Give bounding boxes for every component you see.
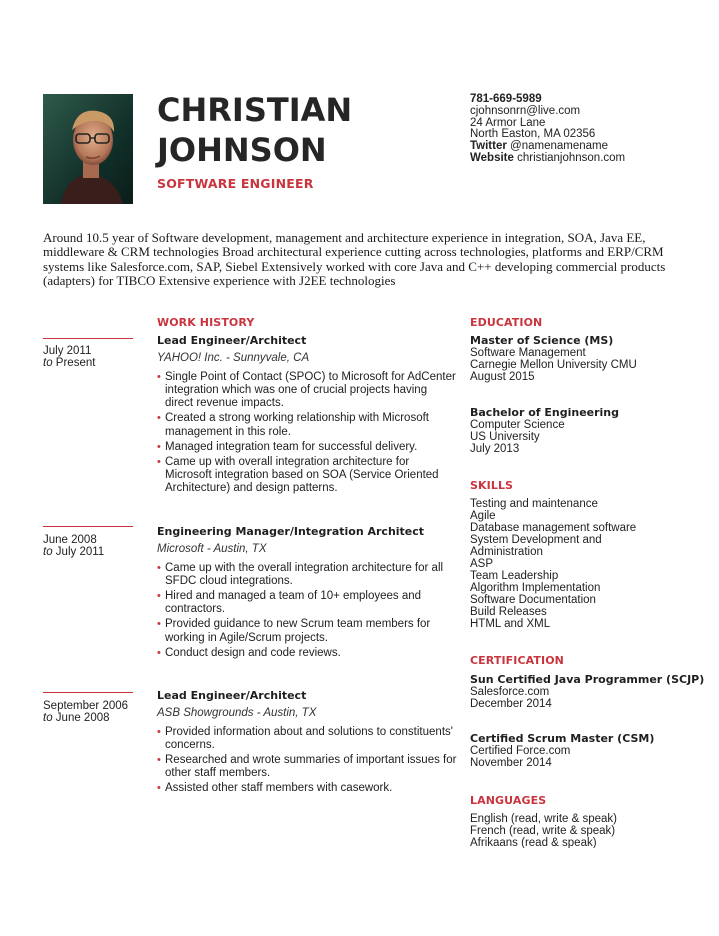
list-item: Algorithm Implementation (470, 582, 601, 594)
list-item: Administration (470, 546, 543, 558)
address-line-2: North Easton, MA 02356 (470, 128, 596, 141)
date-to-row (43, 357, 95, 369)
skills-list (470, 498, 636, 630)
address-line-1: 24 Armor Lane (470, 116, 546, 129)
date-divider (43, 526, 133, 527)
bullet-text: Researched and wrote summaries of important issues for other staff members. (165, 754, 457, 780)
to-word: to (43, 357, 53, 369)
date-from: July 2011 (43, 345, 92, 357)
job-dates (43, 700, 128, 724)
list-item (157, 562, 457, 588)
website-row (470, 153, 625, 165)
school: US University (470, 431, 540, 443)
bullet-icon: • (157, 618, 161, 631)
bullet-icon: • (157, 440, 161, 453)
bullet-icon: • (157, 754, 161, 767)
education-item (470, 406, 619, 455)
to-word: to (43, 546, 53, 558)
phone: 781-669-5989 (470, 93, 542, 105)
list-item: HTML and XML (470, 618, 551, 630)
list-item (157, 754, 457, 780)
bullet-icon: • (157, 412, 161, 425)
job-entry (157, 689, 457, 797)
certification-heading: CERTIFICATION (470, 654, 564, 667)
professional-summary: Around 10.5 year of Software development, management and architecture experience in integration, SOA, Java EE, middleware & CRM technologies Broad architectural experience cutting across technologies, platforms and ERP/CRM systems like Salesforce.com, SAP, Siebel Extensively worked with core Java and C++ developing commercial products (adapters) for TIBCO Extensive experience with J2EE technologies (43, 230, 666, 289)
bullet-icon: • (157, 590, 161, 603)
bullet-text: Came up with overall integration architecture for Microsoft integration based on SOA (Service Oriented Architecture) and design patterns. (165, 455, 439, 495)
list-item: Database management software (470, 522, 637, 534)
first-name: CHRISTIAN (157, 91, 353, 129)
twitter-handle: @namenamename (510, 140, 609, 153)
bullet-icon: • (157, 782, 161, 795)
list-item: ASP (470, 558, 494, 570)
list-item: Agile (470, 510, 496, 522)
website-url: christianjohnson.com (517, 151, 626, 164)
job-title: Lead Engineer/Architect (157, 334, 307, 347)
job-bullets (157, 562, 457, 660)
languages-list (470, 813, 617, 848)
list-item (157, 371, 457, 411)
job-title: Lead Engineer/Architect (157, 689, 307, 702)
bullet-icon: • (157, 726, 161, 738)
list-item: Afrikaans (read & speak) (470, 837, 597, 848)
job-title-header: SOFTWARE ENGINEER (157, 176, 314, 191)
date-to-row (43, 712, 128, 724)
date-from: June 2008 (43, 534, 97, 546)
job-title: Engineering Manager/Integration Architect (157, 525, 425, 538)
list-item (157, 726, 457, 752)
bullet-icon: • (157, 646, 161, 659)
bullet-icon: • (157, 371, 161, 383)
issuer: Certified Force.com (470, 745, 571, 757)
profile-photo (43, 94, 133, 204)
job-entry (157, 334, 457, 497)
list-item: Team Leadership (470, 570, 559, 582)
date-to: July 2011 (55, 546, 105, 558)
twitter-label: Twitter (470, 140, 507, 153)
certification-item (470, 673, 704, 710)
field: Software Management (470, 347, 586, 359)
date-divider (43, 338, 133, 339)
work-history-heading: WORK HISTORY (157, 316, 255, 329)
bullet-text: Provided information about and solutions to constituents' concerns. (165, 726, 453, 752)
certification-item (470, 732, 654, 769)
list-item (157, 647, 457, 660)
degree: Bachelor of Engineering (470, 406, 620, 419)
job-bullets (157, 371, 457, 495)
languages-heading: LANGUAGES (470, 794, 547, 807)
job-dates (43, 534, 104, 558)
to-word: to (43, 712, 53, 724)
bullet-text: Conduct design and code reviews. (165, 646, 341, 659)
list-item (157, 441, 457, 454)
education-item (470, 334, 637, 383)
bullet-text: Hired and managed a team of 10+ employees and contractors. (165, 590, 422, 616)
skills-heading: SKILLS (470, 479, 514, 492)
education-heading: EDUCATION (470, 316, 543, 329)
website-label: Website (470, 151, 514, 164)
list-item (157, 412, 457, 438)
list-item: Testing and maintenance (470, 498, 598, 510)
date-to: June 2008 (55, 712, 110, 724)
list-item (157, 456, 457, 496)
date-to-row (43, 546, 104, 558)
bullet-icon: • (157, 562, 161, 574)
date: December 2014 (470, 698, 552, 710)
certification-name: Sun Certified Java Programmer (SCJP) (470, 673, 705, 686)
date-to: Present (55, 357, 96, 369)
job-company: YAHOO! Inc. - Sunnyvale, CA (157, 352, 310, 364)
bullet-text: Provided guidance to new Scrum team members for working in Agile/Scrum projects. (165, 618, 431, 644)
school: Carnegie Mellon University CMU (470, 359, 637, 371)
date-from: September 2006 (43, 700, 129, 712)
certification-name: Certified Scrum Master (CSM) (470, 732, 655, 745)
list-item (157, 590, 457, 616)
list-item: System Development and (470, 534, 602, 546)
job-bullets (157, 726, 457, 796)
bullet-icon: • (157, 455, 161, 468)
date-divider (43, 692, 133, 693)
list-item: English (read, write & speak) (470, 813, 618, 825)
date: November 2014 (470, 757, 552, 769)
job-company: Microsoft - Austin, TX (157, 543, 267, 555)
bullet-text: Assisted other staff members with casework. (165, 782, 393, 795)
last-name: JOHNSON (157, 131, 327, 169)
date: July 2013 (470, 443, 520, 455)
candidate-name (157, 90, 352, 170)
bullet-text: Single Point of Contact (SPOC) to Microsoft for AdCenter integration which was one of crucial projects having direct revenue impacts. (165, 371, 456, 410)
bullet-text: Came up with the overall integration architecture for all SFDC cloud integrations. (165, 562, 444, 588)
list-item: Build Releases (470, 606, 547, 618)
email: cjohnsonrn@live.com (470, 104, 581, 117)
job-company: ASB Showgrounds - Austin, TX (157, 707, 317, 719)
issuer: Salesforce.com (470, 686, 550, 698)
job-dates (43, 345, 95, 369)
list-item: Software Documentation (470, 594, 596, 606)
bullet-text: Managed integration team for successful delivery. (165, 440, 418, 453)
field: Computer Science (470, 419, 565, 431)
bullet-text: Created a strong working relationship with Microsoft management in this role. (165, 412, 429, 438)
date: August 2015 (470, 371, 535, 383)
list-item (157, 618, 457, 644)
list-item: French (read, write & speak) (470, 825, 616, 837)
contact-block (470, 94, 625, 165)
job-entry (157, 525, 457, 662)
list-item (157, 782, 457, 795)
degree: Master of Science (MS) (470, 334, 614, 347)
